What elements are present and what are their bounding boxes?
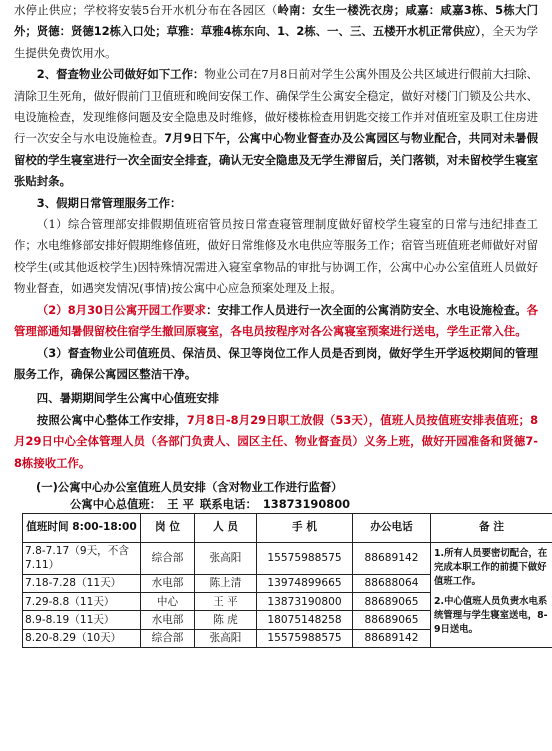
red-text-run: 各管理部通知暑假留校住宿学生撤回原寝室，各电员按程序对各公寓寝室预案进行送电，学生正常入住。: [14, 302, 538, 339]
cell-office-phone: 88689065: [353, 611, 431, 629]
header-position: 岗 位: [141, 513, 195, 542]
bold-text-run: 按照公寓中心整体工作安排，: [36, 412, 187, 427]
duty-table: [22, 513, 552, 648]
leader-phone: 13873190800: [262, 496, 351, 511]
paragraph-holiday-item-2: [14, 300, 538, 343]
bold-text-run: 7月9日下午，公寓中心物业督查办及公寓园区与物业配合，共同对未暑假留校的学生寝室进行一次全面安全排查，确认无安全隐患及无学生滞留后，关门落锁，对未留校学生寝室张贴封条。: [14, 131, 538, 189]
text-run: 水停止供应；学校将安装5台开水机分布在各园区（: [14, 3, 278, 17]
cell-staff: 张高阳: [195, 629, 257, 647]
paragraph-heading: 2、督查物业公司做好如下工作：: [36, 67, 205, 82]
paragraph-water-supply: [14, 0, 538, 64]
cell-office-phone: 88689142: [353, 629, 431, 647]
cell-mobile: 13974899665: [257, 574, 353, 592]
paragraph-duty-arrangement: [14, 410, 538, 474]
cell-position: 中心: [141, 592, 195, 610]
cell-mobile: 15575988575: [257, 542, 353, 574]
cell-position: 水电部: [141, 611, 195, 629]
text-run: 物业公司在7月8日前对学生公寓外围及公共区域进行假前大扫除、清除卫生死角，做好假前门卫值班和晚间安保工作、确保学生公寓安全稳定，做好对楼门门锁及公共水、电设施检查，发现维修问题及安全隐患及时维修，做好楼栋检查用钥匙交接工作并对值班室及职工住房进行一次安全与水电设施检查。: [14, 67, 538, 146]
header-office-phone: 办公电话: [353, 513, 431, 542]
bold-text-run: 岭南：女生一楼洗衣房；咸嘉：咸嘉3栋、5栋大门外；贤德：贤德12栋入口处；草雅：草雅4栋东向、1、2栋、一、三、五楼开水机正常供应）: [14, 3, 538, 39]
table-title: (一)公寓中心办公室值班人员安排（含对物业工作进行监督）: [36, 479, 343, 494]
cell-period: 7.8-7.17（9天，不含7.11）: [23, 542, 141, 574]
header-mobile: 手 机: [257, 513, 353, 542]
leader-name: 王 平: [167, 496, 194, 511]
table-header-row: [23, 513, 552, 542]
header-duty-time: 值班时间 8:00-18:00: [23, 513, 141, 542]
remark-2: 2.中心值班人员负责水电系统管理与学生寝室送电，8-9日送电。: [434, 595, 548, 635]
red-text-run: 7月8日-8月29日职工放假（53天），值班人员按值班安排表值班；8月29日中心全体管理人员（各部门负责人、园区主任、物业督查员）义务上班，做好开园准备和贤德7-8栋接收工作。: [14, 412, 538, 470]
text-run: ，全天为学生提供免费饮用水。: [14, 24, 538, 60]
bold-text-run: 安排工作人员进行一次全面的公寓消防安全、水电设施检查。: [217, 302, 527, 317]
header-staff: 人 员: [195, 513, 257, 542]
paragraph-holiday-item-3: （3）督查物业公司值班员、保洁员、保卫等岗位工作人员是否到岗，做好学生开学返校期间的管理服务工作，确保公寓园区整洁干净。: [14, 345, 538, 381]
cell-position: 综合部: [141, 629, 195, 647]
cell-staff: 王 平: [195, 592, 257, 610]
cell-period: 8.9-8.19（11天）: [23, 611, 141, 629]
cell-period: 8.20-8.29（10天）: [23, 629, 141, 647]
cell-remarks: [431, 542, 552, 647]
cell-period: 7.29-8.8（11天）: [23, 592, 141, 610]
phone-label: 联系电话：: [199, 496, 257, 511]
leader-label: 公寓中心总值班：: [70, 496, 162, 511]
item-number: （2）: [36, 302, 68, 317]
cell-staff: 陈 虎: [195, 611, 257, 629]
cell-staff: 张高阳: [195, 542, 257, 574]
cell-mobile: 15575988575: [257, 629, 353, 647]
cell-mobile: 13873190800: [257, 592, 353, 610]
paragraph-holiday-management-heading: [14, 193, 538, 214]
paragraph-holiday-item-1: （1）综合管理部安排假期值班宿管员按日常查寝管理制度做好留校学生寝室的日常与违纪排查工作；水电维修部安排好假期维修值班，做好日常维修及水电供应等服务工作；宿管当班值班老师做好对留校学生(或其他返校学生)因特殊情况需进入寝室拿物品的审批与协调工作，公寓中心办公室值班人员做好物业督查，如遇突发情况(事情)按公寓中心应急预案处理及上报。: [14, 217, 538, 296]
section-heading: 四、暑期期间学生公寓中心值班安排: [36, 391, 220, 406]
paragraph-heading: 3、假期日常管理服务工作：: [36, 195, 182, 210]
cell-office-phone: 88689065: [353, 592, 431, 610]
header-remarks: 备 注: [431, 513, 552, 542]
cell-mobile: 18075148258: [257, 611, 353, 629]
table-row: [23, 542, 552, 574]
cell-office-phone: 88688064: [353, 574, 431, 592]
paragraph-property-supervision: [14, 64, 538, 192]
remark-1: 1.所有人员要密切配合，在完成本职工作的前提下做好值班工作。: [434, 547, 548, 587]
text-run: ：: [206, 302, 218, 317]
cell-position: 水电部: [141, 574, 195, 592]
table-subtitle: [14, 496, 538, 513]
cell-office-phone: 88689142: [353, 542, 431, 574]
cell-staff: 陈上清: [195, 574, 257, 592]
cell-period: 7.18-7.28（11天）: [23, 574, 141, 592]
red-text-run: 8月30日公寓开园工作要求: [67, 302, 207, 317]
cell-position: 综合部: [141, 542, 195, 574]
